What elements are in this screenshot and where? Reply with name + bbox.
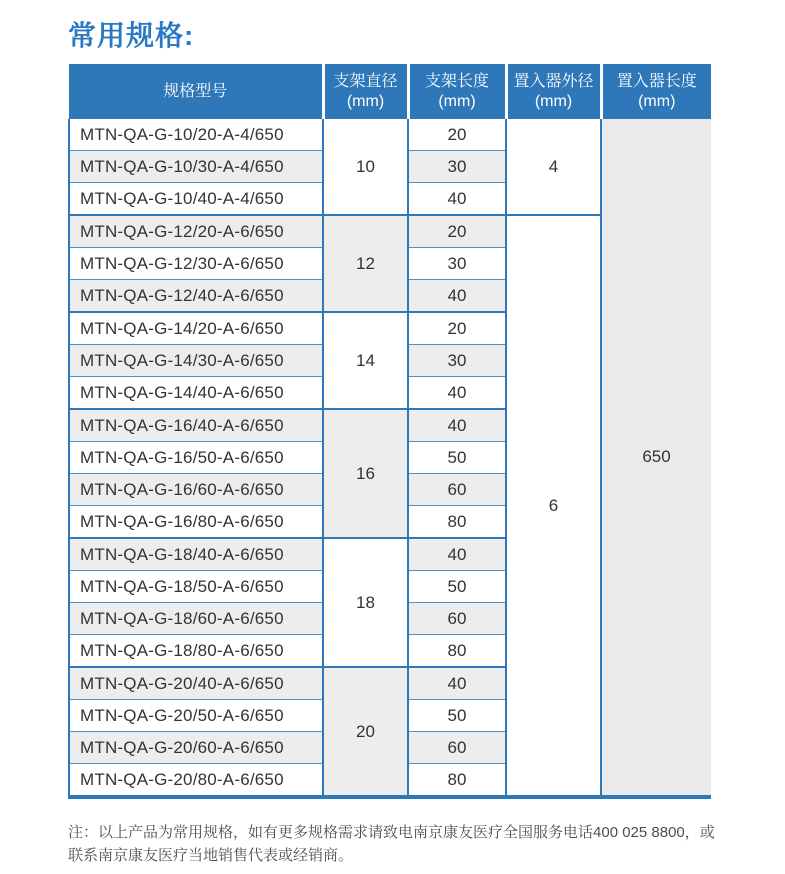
header-stent-diameter-unit: (mm) bbox=[346, 92, 385, 110]
model-cell: MTN-QA-G-10/20-A-4/650 bbox=[69, 119, 323, 151]
length-cell: 80 bbox=[408, 506, 506, 539]
header-introducer-od bbox=[506, 64, 601, 119]
model-cell: MTN-QA-G-20/80-A-6/650 bbox=[69, 764, 323, 798]
model-cell: MTN-QA-G-16/50-A-6/650 bbox=[69, 442, 323, 474]
model-cell: MTN-QA-G-18/50-A-6/650 bbox=[69, 571, 323, 603]
length-cell: 30 bbox=[408, 345, 506, 377]
model-cell: MTN-QA-G-14/30-A-6/650 bbox=[69, 345, 323, 377]
header-introducer-od-unit: (mm) bbox=[534, 92, 573, 110]
outer-diameter-cell: 6 bbox=[506, 215, 601, 797]
header-stent-diameter bbox=[323, 64, 408, 119]
table-row bbox=[69, 119, 711, 151]
length-cell: 30 bbox=[408, 151, 506, 183]
length-cell: 40 bbox=[408, 377, 506, 410]
model-cell: MTN-QA-G-20/50-A-6/650 bbox=[69, 700, 323, 732]
implant-length-cell: 650 bbox=[601, 119, 711, 797]
length-cell: 50 bbox=[408, 700, 506, 732]
length-cell: 40 bbox=[408, 667, 506, 700]
diameter-cell: 12 bbox=[323, 215, 408, 312]
length-cell: 20 bbox=[408, 119, 506, 151]
header-stent-diameter-label: 支架直径 bbox=[333, 72, 398, 90]
header-stent-length-label: 支架长度 bbox=[424, 72, 489, 90]
table-body bbox=[69, 119, 711, 797]
length-cell: 50 bbox=[408, 442, 506, 474]
diameter-cell: 16 bbox=[323, 409, 408, 538]
model-cell: MTN-QA-G-10/30-A-4/650 bbox=[69, 151, 323, 183]
length-cell: 20 bbox=[408, 215, 506, 248]
length-cell: 60 bbox=[408, 603, 506, 635]
diameter-cell: 18 bbox=[323, 538, 408, 667]
model-cell: MTN-QA-G-20/60-A-6/650 bbox=[69, 732, 323, 764]
model-cell: MTN-QA-G-12/20-A-6/650 bbox=[69, 215, 323, 248]
model-cell: MTN-QA-G-16/40-A-6/650 bbox=[69, 409, 323, 442]
length-cell: 60 bbox=[408, 732, 506, 764]
model-cell: MTN-QA-G-18/80-A-6/650 bbox=[69, 635, 323, 668]
model-cell: MTN-QA-G-18/40-A-6/650 bbox=[69, 538, 323, 571]
model-cell: MTN-QA-G-10/40-A-4/650 bbox=[69, 183, 323, 216]
length-cell: 30 bbox=[408, 248, 506, 280]
diameter-cell: 14 bbox=[323, 312, 408, 409]
header-introducer-length-label: 置入器长度 bbox=[616, 72, 697, 90]
outer-diameter-cell: 4 bbox=[506, 119, 601, 215]
footnote: 注：以上产品为常用规格，如有更多规格需求请致电南京康友医疗全国服务电话400 025 8800，或联系南京康友医疗当地销售代表或经销商。 bbox=[68, 824, 715, 865]
header-stent-length-unit: (mm) bbox=[438, 92, 476, 110]
header-stent-length bbox=[408, 64, 506, 119]
header-introducer-od-label: 置入器外径 bbox=[513, 72, 594, 90]
header-model bbox=[69, 64, 323, 119]
length-cell: 40 bbox=[408, 409, 506, 442]
header-introducer-length-unit: (mm) bbox=[638, 92, 676, 110]
length-cell: 80 bbox=[408, 635, 506, 668]
model-cell: MTN-QA-G-16/80-A-6/650 bbox=[69, 506, 323, 539]
length-cell: 40 bbox=[408, 183, 506, 216]
length-cell: 20 bbox=[408, 312, 506, 345]
model-cell: MTN-QA-G-16/60-A-6/650 bbox=[69, 474, 323, 506]
spec-table bbox=[68, 64, 711, 799]
page-title: 常用规格: bbox=[68, 20, 195, 51]
model-cell: MTN-QA-G-20/40-A-6/650 bbox=[69, 667, 323, 700]
length-cell: 50 bbox=[408, 571, 506, 603]
diameter-cell: 20 bbox=[323, 667, 408, 797]
header-model-label: 规格型号 bbox=[163, 82, 228, 100]
length-cell: 40 bbox=[408, 280, 506, 313]
length-cell: 40 bbox=[408, 538, 506, 571]
model-cell: MTN-QA-G-12/30-A-6/650 bbox=[69, 248, 323, 280]
model-cell: MTN-QA-G-14/40-A-6/650 bbox=[69, 377, 323, 410]
model-cell: MTN-QA-G-12/40-A-6/650 bbox=[69, 280, 323, 313]
model-cell: MTN-QA-G-18/60-A-6/650 bbox=[69, 603, 323, 635]
header-row bbox=[69, 64, 711, 119]
model-cell: MTN-QA-G-14/20-A-6/650 bbox=[69, 312, 323, 345]
diameter-cell: 10 bbox=[323, 119, 408, 215]
length-cell: 60 bbox=[408, 474, 506, 506]
length-cell: 80 bbox=[408, 764, 506, 798]
table-header bbox=[69, 64, 711, 119]
header-introducer-length bbox=[601, 64, 711, 119]
